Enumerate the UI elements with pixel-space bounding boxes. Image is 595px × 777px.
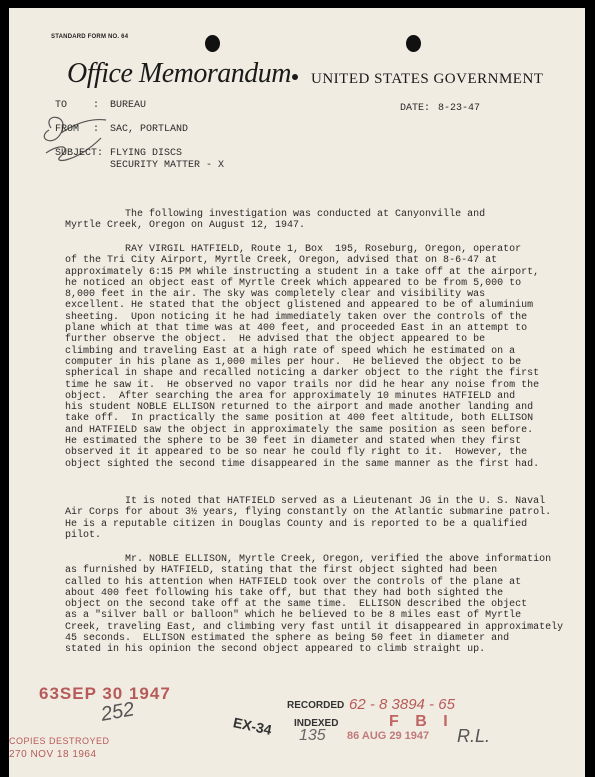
punch-hole-right <box>406 35 421 52</box>
to-value: BUREAU <box>110 100 147 111</box>
title-separator <box>292 74 298 80</box>
form-number: STANDARD FORM NO. 64 <box>51 34 129 40</box>
to-colon: : <box>93 100 100 111</box>
date-value: 8-23-47 <box>438 103 481 114</box>
from-value: SAC, PORTLAND <box>110 124 189 135</box>
subject-line-1: FLYING DISCS <box>110 148 183 159</box>
handwritten-initials-signature <box>31 108 111 178</box>
recorded-number: 62 - 8 3894 - 65 <box>349 696 455 713</box>
from-colon: : <box>93 124 100 135</box>
handwritten-initials: R.L. <box>457 726 491 746</box>
paragraph-ellison-account: Mr. NOBLE ELLISON, Myrtle Creek, Oregon, verified the above information as furnished by HATFIELD, stating that the first object sighted had been called to his attention when HATFIELD took over the controls of the plane at about 400 feet following his take off, but that they had both sighted the object on the second take off at the same time. ELLISON described the object as a "silver ball or balloon" which he believed to be 8 miles east of Myrtle Creek, traveling East, and climbing very fast until it disappeared in approximately 45 seconds. ELLISON estimated the sphere as being 50 feet in diameter and stated in his opinion the second object appeared to climb straight up. <box>65 554 564 656</box>
memo-title: Office Memorandum <box>67 58 292 89</box>
ex-stamp: EX-34 <box>231 714 274 738</box>
fbi-stamp: F B I <box>389 713 454 730</box>
punch-hole-left <box>205 35 220 52</box>
agency-name: UNITED STATES GOVERNMENT <box>311 71 544 87</box>
memo-page <box>9 8 585 777</box>
serial-date-stamp: 63SEP 30 1947 <box>39 684 171 703</box>
indexed-number: 135 <box>299 727 326 744</box>
indexed-label: INDEXED <box>294 718 339 729</box>
paragraph-intro: The following investigation was conducted at Canyonville and Myrtle Creek, Oregon on August 12, 1947. <box>65 209 486 232</box>
recorded-label: RECORDED <box>287 700 345 711</box>
from-label: FROM <box>55 124 80 135</box>
to-label: TO <box>55 100 68 111</box>
handwritten-number: 252 <box>99 698 136 726</box>
paragraph-hatfield-account: RAY VIRGIL HATFIELD, Route 1, Box 195, Roseburg, Oregon, operator of the Tri City Airport, Myrtle Creek, Oregon, advised that on 8-6-47 at approximately 6:15 PM while instructing a student in a take off at the airport, he noticed an object east of Myrtle Creek which appeared to be from 5,000 to 8,000 feet in the air. The sky was completely clear and visibility was excellent. He stated that the object glistened and appeared to be of aluminium sheeting. Upon noticing it he had immediately taken over the controls of the plane which at that time was at 400 feet, and proceeded East in an attempt to further observe the object. He advised that the object appeared to be climbing and traveling East at a high rate of speed which he estimated on a computer in his plane as 1,000 miles per hour. He believed the object to be spherical in shape and recalled noticing a darker object to the right the first time he saw it. He observed no vapor trails nor did he hear any noise from the object. After searching the area for approximately 10 minutes HATFIELD and his student NOBLE ELLISON returned to the airport and made another landing and take off. In practically the same position at 400 feet altitude, both ELLISON and HATFIELD saw the object in approximately the same position as seen before. He estimated the sphere to be 30 feet in diameter and stated when they first observed it it appeared to be so near he could fly right to it. However, the object sighted the second time disappeared in the same manner as the first had. <box>65 244 540 470</box>
subject-label: SUBJECT: <box>55 148 104 159</box>
date-label: DATE: <box>400 103 431 114</box>
copies-destroyed-date: 270 NOV 18 1964 <box>9 749 97 760</box>
copies-destroyed-label: COPIES DESTROYED <box>9 736 110 746</box>
received-date-stamp: 86 AUG 29 1947 <box>347 730 430 742</box>
subject-line-2: SECURITY MATTER - X <box>110 160 225 171</box>
paragraph-hatfield-background: It is noted that HATFIELD served as a Lieutenant JG in the U. S. Naval Air Corps for about 3½ years, flying constantly on the Atlantic submarine patrol. He is a reputable citizen in Douglas County and is reported to be a qualified pilot. <box>65 496 552 541</box>
